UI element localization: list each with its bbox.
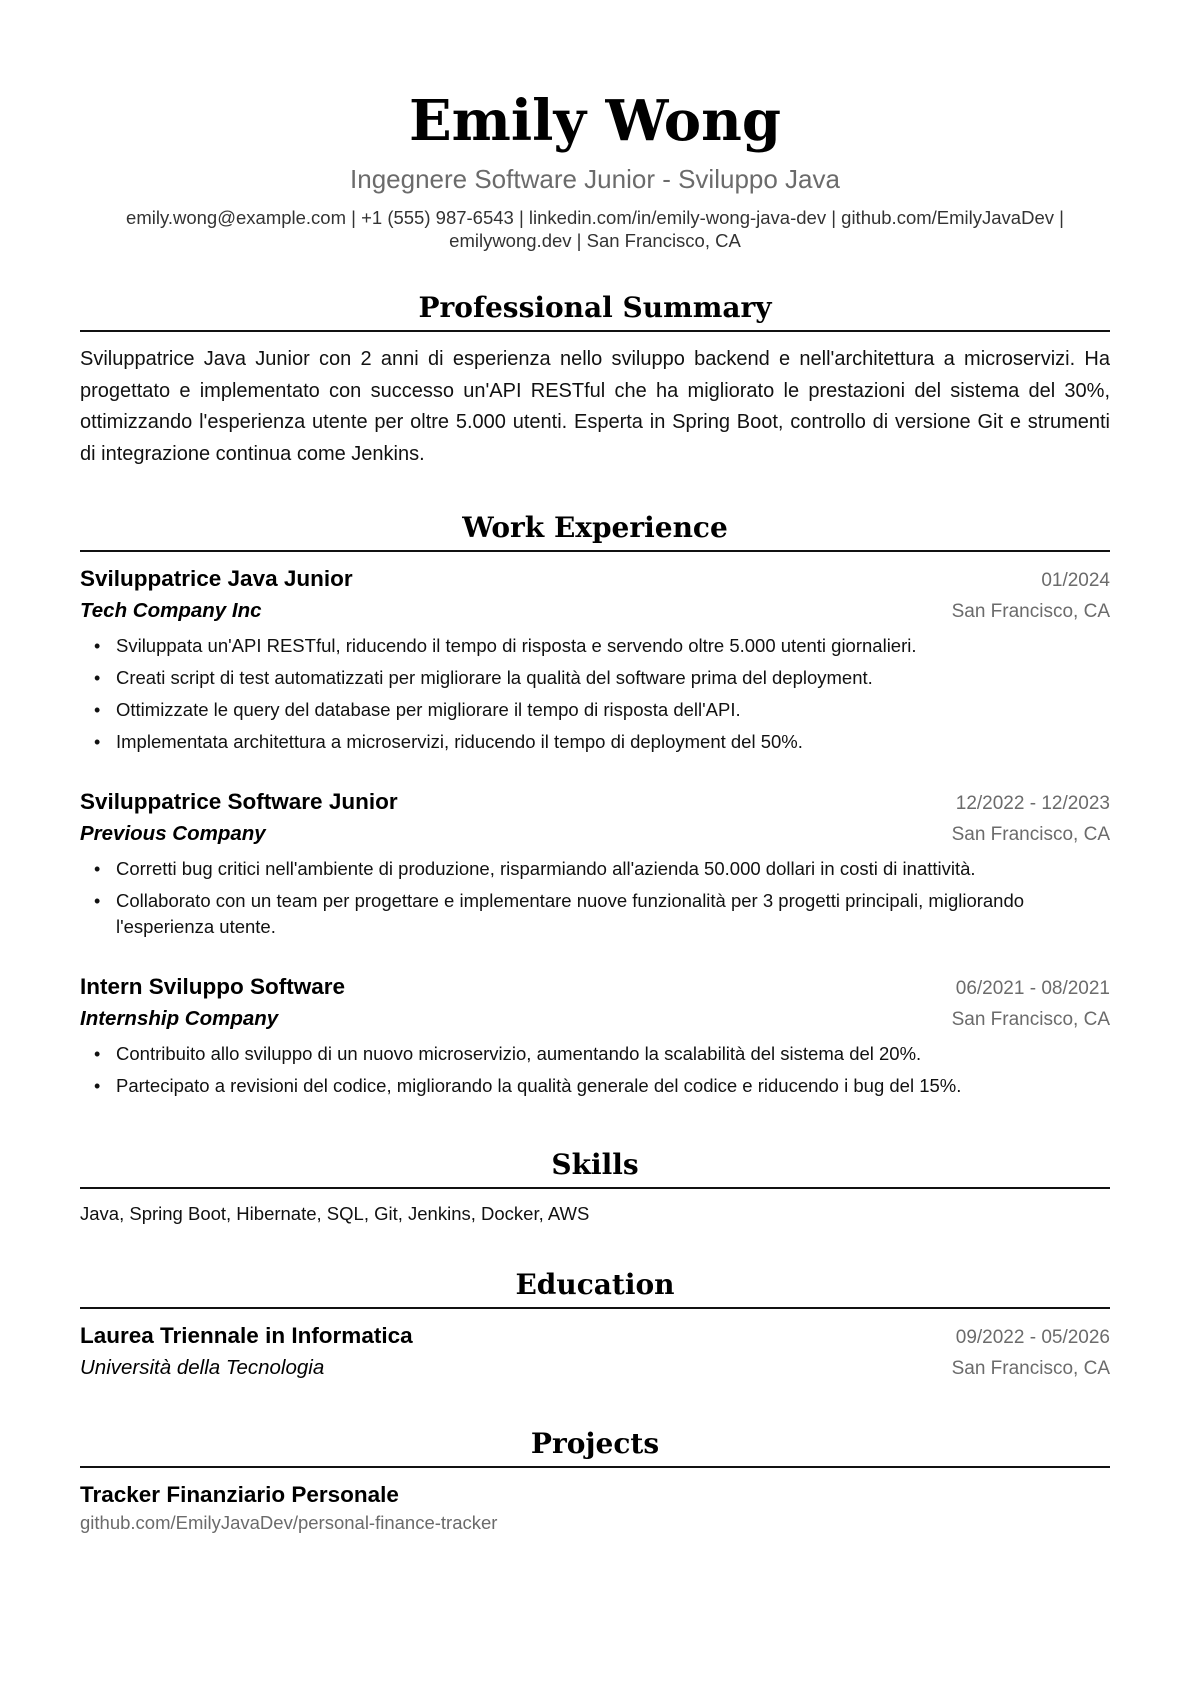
contact-line-1: emily.wong@example.com | +1 (555) 987-6543 | linkedin.com/in/emily-wong-java-dev | github.com/EmilyJavaDev |: [126, 207, 1064, 228]
skills-section: [80, 1147, 1110, 1227]
project-title: Tracker Finanziario Personale: [80, 1482, 399, 1507]
education-header-row: [80, 1321, 1110, 1353]
job-bullet: • Creati script di test automatizzati per migliorare la qualità del software prima del deployment.: [80, 665, 1110, 691]
summary-section: [80, 290, 1110, 470]
candidate-role: Ingegnere Software Junior - Sviluppo Java: [350, 164, 840, 194]
contact-line-2: emilywong.dev | San Francisco, CA: [449, 230, 741, 251]
contact-info: [80, 206, 1110, 252]
job-company: Previous Company: [80, 822, 266, 845]
job-location: San Francisco, CA: [951, 1009, 1110, 1030]
skills-list: Java, Spring Boot, Hibernate, SQL, Git, Jenkins, Docker, AWS: [80, 1203, 590, 1224]
education-school-row: [80, 1353, 1110, 1384]
education-date: 09/2022 - 05/2026: [955, 1327, 1110, 1348]
job-date: 06/2021 - 08/2021: [955, 978, 1110, 999]
job-bullet: • Ottimizzate le query del database per migliorare il tempo di risposta dell'API.: [80, 697, 1110, 723]
job-entry: [80, 564, 1110, 755]
job-date: 12/2022 - 12/2023: [955, 793, 1110, 814]
job-title: Sviluppatrice Java Junior: [80, 566, 353, 591]
job-bullet: • Partecipato a revisioni del codice, migliorando la qualità generale del codice e riducendo i bug del 15%.: [80, 1073, 1110, 1099]
skills-heading: Skills: [80, 1147, 1110, 1189]
job-company: Internship Company: [80, 1007, 279, 1030]
education-degree: Laurea Triennale in Informatica: [80, 1323, 413, 1348]
experience-heading: Work Experience: [80, 510, 1110, 552]
job-bullets: [80, 856, 1110, 940]
project-entry: [80, 1480, 1110, 1536]
job-entry: [80, 972, 1110, 1099]
education-section: [80, 1267, 1110, 1384]
projects-section: [80, 1426, 1110, 1536]
job-bullet: • Corretti bug critici nell'ambiente di produzione, risparmiando all'azienda 50.000 dollari in costi di inattività.: [80, 856, 1110, 882]
job-bullets: [80, 1041, 1110, 1099]
job-company-row: [80, 1004, 1110, 1035]
projects-heading: Projects: [80, 1426, 1110, 1468]
job-header-row: [80, 787, 1110, 819]
candidate-name: Emily Wong: [408, 88, 782, 154]
job-company: Tech Company Inc: [80, 599, 262, 622]
job-bullet: • Implementata architettura a microservizi, riducendo il tempo di deployment del 50%.: [80, 729, 1110, 755]
job-title: Intern Sviluppo Software: [80, 974, 346, 999]
job-bullet: • Collaborato con un team per progettare e implementare nuove funzionalità per 3 progetti principali, migliorando l'esperienza utente.: [80, 888, 1110, 940]
job-title: Sviluppatrice Software Junior: [80, 789, 398, 814]
education-location: San Francisco, CA: [951, 1358, 1110, 1379]
job-entry: [80, 787, 1110, 940]
education-heading: Education: [80, 1267, 1110, 1309]
summary-text: Sviluppatrice Java Junior con 2 anni di esperienza nello sviluppo backend e nell'architettura a microservizi. Ha progettato e implementato con successo un'API RESTful che ha migliorato le prestazioni del sistema del 30%, ottimizzando l'esperienza utente per oltre 5.000 utenti. Esperta in Spring Boot, controllo di versione Git e strumenti di integrazione continua come Jenkins.: [80, 348, 1110, 465]
job-location: San Francisco, CA: [951, 824, 1110, 845]
job-company-row: [80, 819, 1110, 850]
job-company-row: [80, 596, 1110, 627]
job-location: San Francisco, CA: [951, 601, 1110, 622]
summary-heading: Professional Summary: [80, 290, 1110, 332]
job-bullet: • Sviluppata un'API RESTful, riducendo il tempo di risposta e servendo oltre 5.000 utenti giornalieri.: [80, 633, 1110, 659]
job-bullet: • Contribuito allo sviluppo di un nuovo microservizio, aumentando la scalabilità del sistema del 20%.: [80, 1041, 1110, 1067]
job-date: 01/2024: [1041, 570, 1110, 591]
job-header-row: [80, 972, 1110, 1004]
education-entry: [80, 1321, 1110, 1384]
experience-section: [80, 510, 1110, 1099]
job-header-row: [80, 564, 1110, 596]
job-bullets: [80, 633, 1110, 755]
education-school: Università della Tecnologia: [80, 1356, 325, 1379]
project-link[interactable]: github.com/EmilyJavaDev/personal-finance-tracker: [80, 1512, 498, 1533]
